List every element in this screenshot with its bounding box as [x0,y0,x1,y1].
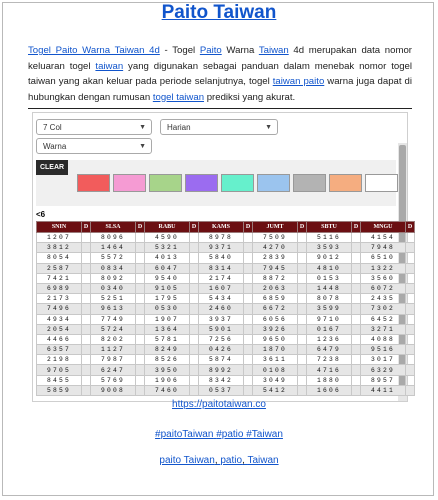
result-cell[interactable]: 0340 [91,283,136,293]
day-flag-cell[interactable] [136,304,145,314]
result-cell[interactable]: 5321 [145,243,190,253]
result-cell[interactable]: 3937 [199,314,244,324]
day-flag-cell[interactable] [190,385,199,395]
day-flag-cell[interactable] [190,314,199,324]
result-cell[interactable]: 8872 [253,273,298,283]
day-flag-cell[interactable] [82,263,91,273]
day-flag-cell[interactable] [244,345,253,355]
day-flag-cell[interactable] [244,365,253,375]
result-cell[interactable]: 7496 [37,304,82,314]
day-flag-cell[interactable] [298,233,307,243]
day-flag-cell[interactable] [82,365,91,375]
result-cell[interactable]: 4013 [145,253,190,263]
day-flag-cell[interactable] [352,273,361,283]
result-cell[interactable]: 8978 [199,233,244,243]
table-row [37,233,415,243]
result-cell[interactable]: 0834 [91,263,136,273]
day-flag-cell[interactable] [406,365,415,375]
hashtag-patio[interactable]: #patio [216,429,244,440]
color-swatch[interactable] [113,174,146,192]
day-flag-cell[interactable] [406,233,415,243]
result-cell[interactable]: 6329 [361,365,406,375]
day-flag-cell[interactable] [190,345,199,355]
result-cell[interactable]: 9012 [307,253,352,263]
day-flag-cell[interactable] [136,385,145,395]
day-flag-cell[interactable] [244,385,253,395]
result-cell[interactable]: 1127 [91,345,136,355]
result-cell[interactable]: 8249 [145,345,190,355]
day-flag-cell[interactable] [244,233,253,243]
day-flag-cell[interactable] [244,243,253,253]
result-cell[interactable]: 7948 [361,243,406,253]
day-flag-cell[interactable] [406,355,415,365]
day-flag-cell[interactable] [244,334,253,344]
day-flag-cell[interactable] [190,334,199,344]
day-flag-cell[interactable] [406,273,415,283]
day-flag-cell[interactable] [82,294,91,304]
table-row [37,355,415,365]
result-cell[interactable]: 6479 [307,345,352,355]
chevron-down-icon: ▼ [265,124,272,131]
link-taiwan-lower[interactable]: taiwan [95,60,124,72]
day-header: SNIN [37,222,82,233]
day-flag-cell[interactable] [352,345,361,355]
day-header: JUMT [253,222,298,233]
result-cell[interactable]: 2173 [37,294,82,304]
result-cell[interactable]: 1795 [145,294,190,304]
day-flag-cell[interactable] [190,253,199,263]
day-flag-cell[interactable] [136,355,145,365]
color-swatch[interactable] [329,174,362,192]
result-cell[interactable]: 3017 [361,355,406,365]
table-row [37,294,415,304]
result-cell[interactable]: 9516 [361,345,406,355]
day-flag-cell[interactable] [190,324,199,334]
day-flag-cell[interactable] [136,375,145,385]
result-cell[interactable]: 2174 [199,273,244,283]
link-taiwan-paito[interactable]: taiwan paito [272,76,325,87]
result-cell[interactable]: 1464 [91,243,136,253]
day-flag-cell[interactable] [244,324,253,334]
table-row [37,385,415,395]
result-cell[interactable]: 4154 [361,233,406,243]
result-cell[interactable]: 3560 [361,273,406,283]
result-cell[interactable]: 0167 [307,324,352,334]
tag-patio[interactable]: patio [220,455,243,466]
result-cell[interactable]: 7302 [361,304,406,314]
color-swatch[interactable] [185,174,218,192]
result-cell[interactable]: 7421 [37,273,82,283]
result-cell[interactable]: 5901 [199,324,244,334]
day-flag-cell[interactable] [406,375,415,385]
day-flag-cell[interactable] [190,263,199,273]
table-row [37,243,415,253]
day-flag-header: D [298,222,307,233]
day-flag-cell[interactable] [406,283,415,293]
day-header: RABU [145,222,190,233]
result-cell[interactable]: 8342 [199,375,244,385]
day-flag-cell[interactable] [244,294,253,304]
result-cell[interactable]: 0108 [253,365,298,375]
result-cell[interactable]: 8992 [199,365,244,375]
day-flag-cell[interactable] [298,243,307,253]
result-cell[interactable]: 2435 [361,294,406,304]
day-header: MNGU [361,222,406,233]
day-flag-cell[interactable] [298,294,307,304]
hashtag-taiwan[interactable]: #Taiwan [246,429,283,440]
color-swatches [77,174,398,192]
day-flag-cell[interactable] [136,345,145,355]
table-row [37,314,415,324]
result-cell[interactable]: 9105 [145,283,190,293]
color-swatch[interactable] [221,174,254,192]
day-flag-header: D [244,222,253,233]
result-cell[interactable]: 2054 [37,324,82,334]
result-cell[interactable]: 1906 [145,375,190,385]
day-flag-cell[interactable] [352,314,361,324]
result-cell[interactable]: 3049 [253,375,298,385]
result-cell[interactable]: 6047 [145,263,190,273]
day-flag-cell[interactable] [352,294,361,304]
table-row [37,253,415,263]
result-cell[interactable]: 1606 [307,385,352,395]
result-cell[interactable]: 7460 [145,385,190,395]
clear-button[interactable]: CLEAR [36,160,68,175]
color-swatch[interactable] [149,174,182,192]
day-flag-cell[interactable] [406,345,415,355]
day-flag-cell[interactable] [136,263,145,273]
day-flag-cell[interactable] [406,304,415,314]
day-flag-cell[interactable] [244,253,253,263]
day-flag-header: D [406,222,415,233]
day-flag-cell[interactable] [352,304,361,314]
result-cell[interactable]: 2839 [253,253,298,263]
day-flag-cell[interactable] [244,304,253,314]
result-cell[interactable]: 5874 [199,355,244,365]
color-swatch[interactable] [77,174,110,192]
day-flag-cell[interactable] [298,283,307,293]
result-cell[interactable]: 9613 [91,304,136,314]
result-cell[interactable]: 1364 [145,324,190,334]
day-flag-cell[interactable] [190,365,199,375]
site-url-link[interactable]: https://paitotaiwan.co [172,399,266,410]
result-cell[interactable]: 4466 [37,334,82,344]
day-flag-cell[interactable] [406,334,415,344]
result-cell[interactable]: 1607 [199,283,244,293]
page-title[interactable]: Paito Taiwan [161,2,277,23]
result-cell[interactable]: 0426 [199,345,244,355]
day-flag-cell[interactable] [82,345,91,355]
table-row [37,263,415,273]
result-cell[interactable]: 3599 [307,304,352,314]
result-cell[interactable]: 5859 [37,385,82,395]
day-flag-cell[interactable] [82,385,91,395]
result-cell[interactable]: 9008 [91,385,136,395]
result-cell[interactable]: 9650 [253,334,298,344]
result-cell[interactable]: 7256 [199,334,244,344]
result-cell[interactable]: 7987 [91,355,136,365]
day-flag-cell[interactable] [298,304,307,314]
day-header: KAMS [199,222,244,233]
result-cell[interactable]: 3812 [37,243,82,253]
result-cell[interactable]: 5251 [91,294,136,304]
day-flag-cell[interactable] [82,324,91,334]
result-cell[interactable]: 7238 [307,355,352,365]
link-togel-taiwan[interactable]: togel taiwan [152,91,205,103]
result-cell[interactable]: 6056 [253,314,298,324]
link-togel-paito-warna[interactable]: Togel Paito Warna Taiwan 4d [28,45,160,56]
day-flag-cell[interactable] [244,283,253,293]
day-flag-cell[interactable] [136,365,145,375]
day-flag-cell[interactable] [352,233,361,243]
result-cell[interactable]: 7945 [253,263,298,273]
result-cell[interactable]: 3593 [307,243,352,253]
result-cell[interactable]: 8957 [361,375,406,385]
day-flag-cell[interactable] [82,253,91,263]
day-flag-cell[interactable] [244,375,253,385]
day-flag-cell[interactable] [190,294,199,304]
day-flag-cell[interactable] [298,273,307,283]
result-cell[interactable]: 9540 [145,273,190,283]
hashtags [0,429,438,440]
day-flag-cell[interactable] [82,375,91,385]
day-header: SBTU [307,222,352,233]
result-cell[interactable]: 0537 [199,385,244,395]
result-cell[interactable]: 2460 [199,304,244,314]
day-flag-cell[interactable] [136,294,145,304]
day-flag-cell[interactable] [190,355,199,365]
table-row [37,304,415,314]
result-cell[interactable]: 1870 [253,345,298,355]
table-row [37,283,415,293]
result-cell[interactable]: 9371 [199,243,244,253]
day-flag-cell[interactable] [298,355,307,365]
day-flag-cell[interactable] [298,314,307,324]
day-flag-cell[interactable] [406,253,415,263]
day-flag-cell[interactable] [136,243,145,253]
result-cell[interactable]: 8202 [91,334,136,344]
result-cell[interactable]: 4411 [361,385,406,395]
day-flag-cell[interactable] [298,263,307,273]
color-swatch[interactable] [293,174,326,192]
link-paito[interactable]: Paito [199,45,222,56]
paito-table [36,221,415,396]
table-row [37,375,415,385]
result-cell[interactable]: 8096 [91,233,136,243]
result-cell[interactable]: 1322 [361,263,406,273]
result-cell[interactable]: 3271 [361,324,406,334]
result-cell[interactable]: 5116 [307,233,352,243]
day-flag-cell[interactable] [136,334,145,344]
day-flag-cell[interactable] [298,334,307,344]
result-cell[interactable]: 7749 [91,314,136,324]
result-cell[interactable]: 4810 [307,263,352,273]
result-cell[interactable]: 6859 [253,294,298,304]
day-flag-cell[interactable] [136,273,145,283]
day-flag-cell[interactable] [244,273,253,283]
day-flag-cell[interactable] [298,375,307,385]
table-row [37,345,415,355]
table-row [37,324,415,334]
result-cell[interactable]: 4088 [361,334,406,344]
day-flag-cell[interactable] [352,355,361,365]
day-flag-cell[interactable] [352,375,361,385]
day-flag-cell[interactable] [82,273,91,283]
day-flag-cell[interactable] [82,233,91,243]
tag-paito-taiwan[interactable]: paito Taiwan [159,455,215,466]
result-cell[interactable]: 2063 [253,283,298,293]
result-cell[interactable]: 2587 [37,263,82,273]
day-flag-cell[interactable] [190,375,199,385]
count-label: <6 [36,210,46,219]
result-cell[interactable]: 6510 [361,253,406,263]
day-flag-cell[interactable] [190,304,199,314]
day-flag-cell[interactable] [136,253,145,263]
result-cell[interactable]: 8314 [199,263,244,273]
day-flag-cell[interactable] [82,283,91,293]
day-flag-cell[interactable] [190,283,199,293]
hashtag-paitotaiwan[interactable]: #paitoTaiwan [155,429,214,440]
day-flag-cell[interactable] [352,263,361,273]
result-cell[interactable]: 2198 [37,355,82,365]
table-row [37,365,415,375]
day-flag-header: D [352,222,361,233]
result-cell[interactable]: 1236 [307,334,352,344]
day-flag-cell[interactable] [244,355,253,365]
result-cell[interactable]: 4270 [253,243,298,253]
day-flag-cell[interactable] [406,324,415,334]
chevron-down-icon: ▼ [139,143,146,150]
day-header: SLSA [91,222,136,233]
result-cell[interactable]: 5434 [199,294,244,304]
day-select[interactable]: Harian ▼ [160,119,278,135]
day-flag-cell[interactable] [352,385,361,395]
day-flag-cell[interactable] [244,263,253,273]
result-cell[interactable]: 6357 [37,345,82,355]
day-flag-cell[interactable] [406,385,415,395]
day-flag-cell[interactable] [406,314,415,324]
result-cell[interactable]: 8526 [145,355,190,365]
result-cell[interactable]: 8455 [37,375,82,385]
day-flag-cell[interactable] [190,273,199,283]
color-swatch[interactable] [257,174,290,192]
mode-select[interactable]: Warna ▼ [36,138,152,154]
result-cell[interactable]: 8078 [307,294,352,304]
result-cell[interactable]: 9705 [37,365,82,375]
day-flag-cell[interactable] [298,345,307,355]
tag-links: paito Taiwan, patio, Taiwan [159,455,279,466]
result-cell[interactable]: 6072 [361,283,406,293]
result-cell[interactable]: 5572 [91,253,136,263]
day-flag-cell[interactable] [352,324,361,334]
result-cell[interactable]: 4934 [37,314,82,324]
tag-taiwan[interactable]: Taiwan [247,455,279,466]
day-flag-header: D [82,222,91,233]
day-flag-cell[interactable] [352,365,361,375]
day-flag-cell[interactable] [136,233,145,243]
result-cell[interactable]: 4590 [145,233,190,243]
result-cell[interactable]: 1448 [307,283,352,293]
chevron-down-icon: ▼ [139,124,146,131]
table-header-row [37,222,415,233]
day-flag-cell[interactable] [406,243,415,253]
result-cell[interactable]: 3926 [253,324,298,334]
day-flag-cell[interactable] [82,334,91,344]
day-flag-cell[interactable] [244,314,253,324]
result-cell[interactable]: 6452 [361,314,406,324]
day-flag-cell[interactable] [82,314,91,324]
result-cell[interactable]: 1207 [37,233,82,243]
result-cell[interactable]: 9710 [307,314,352,324]
result-cell[interactable]: 1880 [307,375,352,385]
result-cell[interactable]: 6247 [91,365,136,375]
result-cell[interactable]: 8092 [91,273,136,283]
day-flag-cell[interactable] [136,314,145,324]
result-cell[interactable]: 0530 [145,304,190,314]
day-flag-cell[interactable] [298,253,307,263]
intro-paragraph: Togel Paito Warna Taiwan 4d - Togel Paito Warna Taiwan 4d merupakan data nomor keluaran togel taiwan yang digunakan sebagai panduan dalam menebak nomor togel taiwan yang akan keluar pada periode selanjutnya, togel taiwan paito warna juga dapat di hubungkan dengan rumusan togel taiwan prediksi yang akurat. [28,45,413,103]
day-flag-header: D [190,222,199,233]
link-taiwan[interactable]: Taiwan [258,45,289,56]
day-flag-cell[interactable] [406,263,415,273]
day-flag-cell[interactable] [136,283,145,293]
result-cell[interactable]: 6989 [37,283,82,293]
day-flag-cell[interactable] [190,243,199,253]
day-flag-cell[interactable] [352,243,361,253]
result-cell[interactable]: 8054 [37,253,82,263]
result-cell[interactable]: 7509 [253,233,298,243]
table-row [37,273,415,283]
col-select[interactable]: 7 Col ▼ [36,119,152,135]
day-flag-cell[interactable] [352,253,361,263]
result-cell[interactable]: 3611 [253,355,298,365]
day-flag-cell[interactable] [298,365,307,375]
day-flag-header: D [136,222,145,233]
day-flag-cell[interactable] [136,324,145,334]
result-cell[interactable]: 6672 [253,304,298,314]
day-flag-cell[interactable] [82,243,91,253]
day-flag-cell[interactable] [82,304,91,314]
day-flag-cell[interactable] [352,334,361,344]
result-cell[interactable]: 0153 [307,273,352,283]
result-cell[interactable]: 5769 [91,375,136,385]
paito-panel [32,112,413,402]
result-cell[interactable]: 3950 [145,365,190,375]
table-row [37,334,415,344]
divider [28,108,412,109]
color-swatch[interactable] [365,174,398,192]
result-cell[interactable]: 4716 [307,365,352,375]
day-flag-cell[interactable] [406,294,415,304]
result-cell[interactable]: 5781 [145,334,190,344]
result-cell[interactable]: 5840 [199,253,244,263]
result-cell[interactable]: 5412 [253,385,298,395]
result-cell[interactable]: 1907 [145,314,190,324]
day-flag-cell[interactable] [298,385,307,395]
result-cell[interactable]: 5724 [91,324,136,334]
day-flag-cell[interactable] [82,355,91,365]
day-flag-cell[interactable] [190,233,199,243]
day-flag-cell[interactable] [298,324,307,334]
day-flag-cell[interactable] [352,283,361,293]
